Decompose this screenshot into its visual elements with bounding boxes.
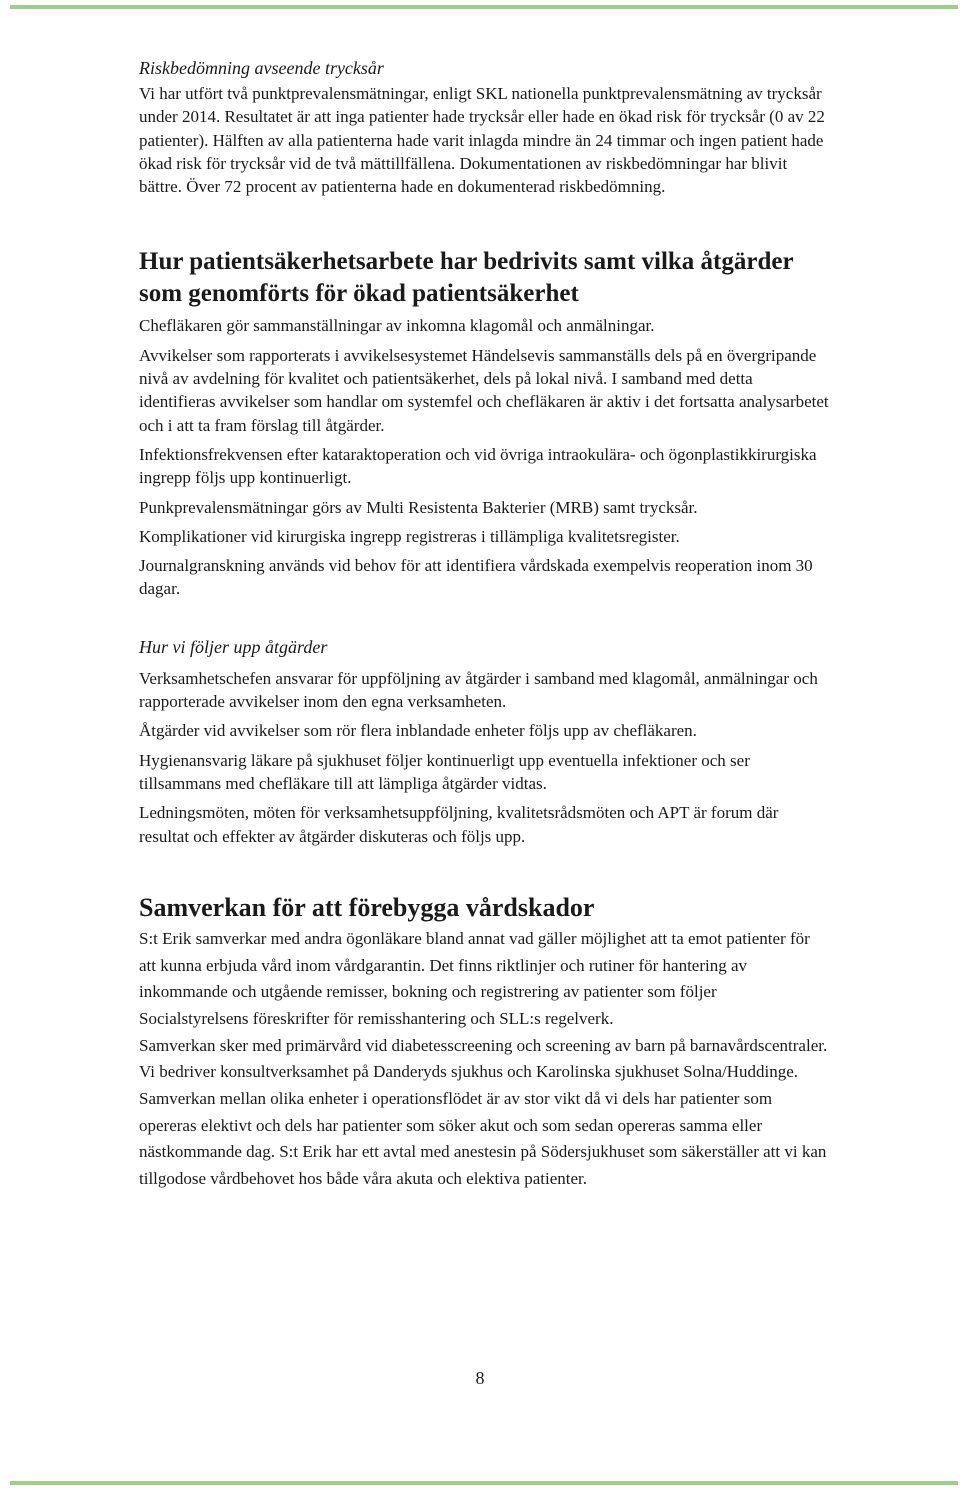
section-heading-uppfoljning: Hur vi följer upp åtgärder xyxy=(139,636,328,657)
top-accent-rule xyxy=(10,5,958,9)
paragraph: Samverkan mellan olika enheter i operationsflödet är av stor vikt då vi dels har patienter som opereras elektivt och dels har patienter som söker akut och som sedan opereras samma eller nästkommande dag. S:t Erik har ett avtal med anestesin på Södersjukhuset som säkerställer att vi kan tillgodose vårdbehovet hos både våra akuta och elektiva patienter. xyxy=(139,1089,827,1189)
paragraph: Vi har utfört två punktprevalensmätningar, enligt SKL nationella punktprevalensmätning av trycksår under 2014. Resultatet är att inga patienter hade trycksår eller hade en ökad risk för trycksår (0 av 22 patienter). Hälften av alla patienterna hade varit inlagda mindre än 24 timmar och ingen patient hade ökad risk för trycksår vid de två mättillfällena. Dokumentationen av riskbedömningar har blivit bättre. Över 72 procent av patienterna hade en dokumenterad riskbedömning. xyxy=(139,84,825,197)
paragraph: Vi bedriver konsultverksamhet på Danderyds sjukhus och Karolinska sjukhuset Solna/Huddinge. xyxy=(139,1062,799,1082)
paragraph: Chefläkaren gör sammanställningar av inkomna klagomål och anmälningar. xyxy=(139,316,655,336)
page-number: 8 xyxy=(475,1368,485,1388)
paragraph: Avvikelser som rapporterats i avvikelsesystemet Händelsevis sammanställs dels på en övergripande nivå av avdelning för kvalitet och patientsäkerhet, dels på lokal nivå. I samband med detta identifieras avvikelser som handlar om systemfel och chefläkaren är aktiv i det fortsatta analysarbetet och i att ta fram förslag till åtgärder. xyxy=(139,345,829,435)
paragraph: Verksamhetschefen ansvarar för uppföljning av åtgärder i samband med klagomål, anmälningar och rapporterade avvikelser inom den egna verksamheten. xyxy=(139,668,818,712)
paragraph: Punkprevalensmätningar görs av Multi Resistenta Bakterier (MRB) samt trycksår. xyxy=(139,497,698,517)
paragraph: Hygienansvarig läkare på sjukhuset följer kontinuerligt upp eventuella infektioner och ser tillsammans med chefläkare till att lämpliga åtgärder vidtas. xyxy=(139,750,750,793)
paragraph: S:t Erik samverkar med andra ögonläkare bland annat vad gäller möjlighet att ta emot patienter för att kunna erbjuda vård inom vårdgarantin. Det finns riktlinjer och rutiner för hantering av inkommande och utgående remisser, bokning och registrering av patienter som följer Socialstyrelsens föreskrifter för remisshantering och SLL:s regelverk. xyxy=(139,928,810,1028)
section-heading-riskbedomning: Riskbedömning avseende trycksår xyxy=(139,58,384,78)
document-body xyxy=(139,56,829,1193)
section-heading-patientsakerhetsarbete: Hur patientsäkerhetsarbete har bedrivits samt vilka åtgärder som genomförts för ökad patientsäkerhet xyxy=(139,248,794,308)
section-heading-samverkan: Samverkan för att förebygga vårdskador xyxy=(139,892,595,922)
paragraph: Komplikationer vid kirurgiska ingrepp registreras i tillämpliga kvalitetsregister. xyxy=(139,526,680,546)
paragraph: Ledningsmöten, möten för verksamhetsuppföljning, kvalitetsrådsmöten och APT är forum där resultat och effekter av åtgärder diskuteras och följs upp. xyxy=(139,803,779,846)
paragraph: Samverkan sker med primärvård vid diabetesscreening och screening av barn på barnavårdscentraler. xyxy=(139,1035,828,1055)
paragraph: Infektionsfrekvensen efter kataraktoperation och vid övriga intraokulära- och ögonplastikkirurgiska ingrepp följs upp kontinuerligt. xyxy=(139,444,817,488)
samverkan-text xyxy=(139,926,829,1193)
paragraph: Åtgärder vid avvikelser som rör flera inblandade enheter följs upp av chefläkaren. xyxy=(139,721,697,741)
bottom-accent-rule xyxy=(10,1481,958,1485)
paragraph: Journalgranskning används vid behov för att identifiera vårdskada exempelvis reoperation inom 30 dagar. xyxy=(139,556,813,599)
